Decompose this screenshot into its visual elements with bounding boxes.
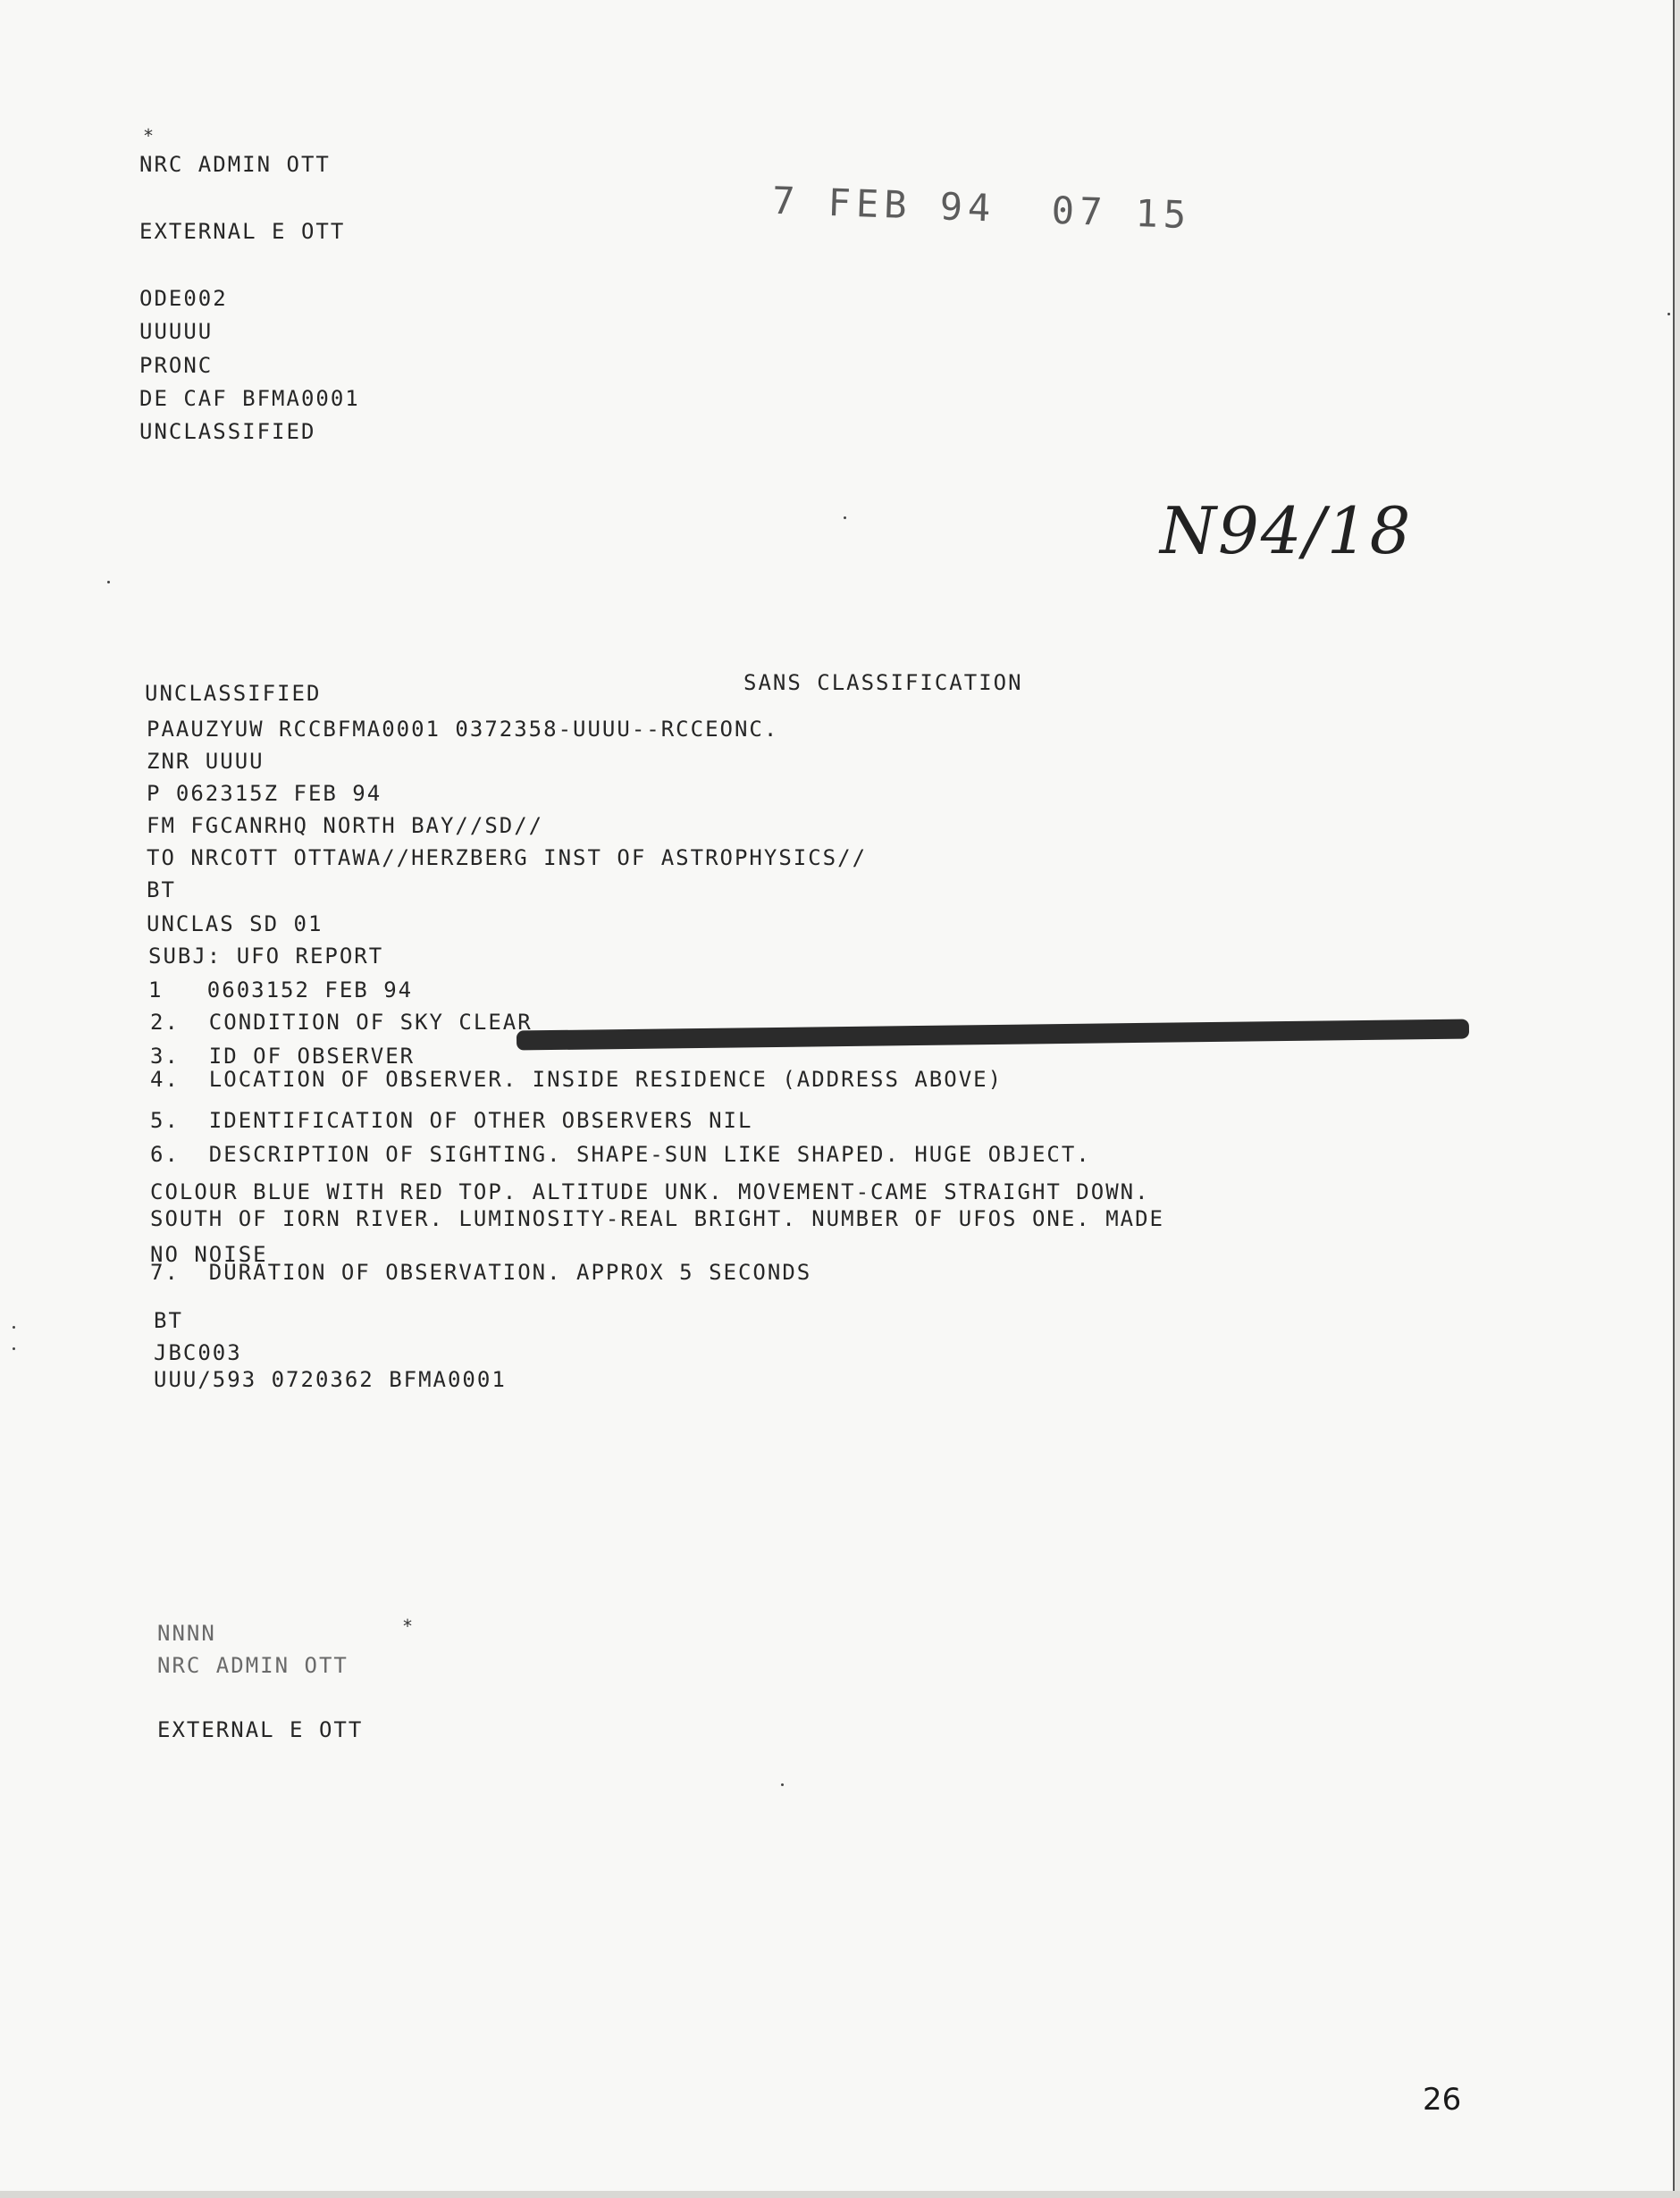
footer-asterisk: * <box>402 1615 414 1637</box>
message-line: 4. LOCATION OF OBSERVER. INSIDE RESIDENCE (ADDRESS ABOVE) <box>150 1067 1004 1092</box>
footer-line-external: EXTERNAL E OTT <box>157 1717 364 1742</box>
message-line: 1 0603152 FEB 94 <box>148 977 414 1003</box>
received-stamp: 7 FEB 94 07 15 <box>771 178 1193 238</box>
header-line-admin: NRC ADMIN OTT <box>139 152 331 177</box>
message-line: SOUTH OF IORN RIVER. LUMINOSITY-REAL BRIGHT. NUMBER OF UFOS ONE. MADE <box>150 1206 1164 1231</box>
scan-speck <box>844 516 846 519</box>
handwritten-file-reference: N94/18 <box>1160 493 1413 568</box>
message-line: P 062315Z FEB 94 <box>147 781 382 806</box>
message-line: FM FGCANRHQ NORTH BAY//SD// <box>147 813 544 838</box>
message-line: BT <box>154 1308 183 1333</box>
message-line: JBC003 <box>154 1340 242 1365</box>
message-line: PAAUZYUW RCCBFMA0001 0372358-UUUU--RCCEONC. <box>147 717 779 742</box>
message-line: SUBJ: UFO REPORT <box>148 944 384 969</box>
message-line: 5. IDENTIFICATION OF OTHER OBSERVERS NIL <box>150 1108 753 1133</box>
scan-speck <box>107 581 110 583</box>
redaction-bar <box>517 1019 1469 1050</box>
page-edge-bottom <box>0 2191 1680 2198</box>
message-line: TO NRCOTT OTTAWA//HERZBERG INST OF ASTROPHYSICS// <box>147 845 868 870</box>
header-asterisk: * <box>143 125 155 147</box>
classification-french: SANS CLASSIFICATION <box>743 670 1023 695</box>
message-line: 2. CONDITION OF SKY CLEAR <box>150 1010 533 1035</box>
message-line: 3. ID OF OBSERVER <box>150 1044 416 1069</box>
message-line: COLOUR BLUE WITH RED TOP. ALTITUDE UNK. MOVEMENT-CAME STRAIGHT DOWN. <box>150 1179 1150 1204</box>
page-edge-right <box>1673 0 1680 2198</box>
message-line: NO NOISE <box>150 1242 268 1267</box>
header-line-external: EXTERNAL E OTT <box>139 219 346 244</box>
message-line: UNCLAS SD 01 <box>147 911 323 936</box>
scan-speck <box>1667 313 1670 315</box>
message-line: 7. DURATION OF OBSERVATION. APPROX 5 SECONDS <box>150 1260 812 1285</box>
routing-line: UUUUU <box>139 319 214 344</box>
message-line: BT <box>147 877 176 902</box>
routing-line: ODE002 <box>139 286 228 311</box>
scan-speck <box>781 1783 784 1786</box>
classification-english: UNCLASSIFIED <box>145 681 322 706</box>
message-line: 6. DESCRIPTION OF SIGHTING. SHAPE-SUN LIKE SHAPED. HUGE OBJECT. <box>150 1142 1091 1167</box>
page-number: 26 <box>1423 2082 1462 2118</box>
scan-speck <box>13 1326 15 1329</box>
scan-speck <box>13 1347 15 1350</box>
routing-line: PRONC <box>139 353 214 378</box>
footer-line-admin: NRC ADMIN OTT <box>157 1653 349 1678</box>
message-line: ZNR UUUU <box>147 749 265 774</box>
routing-line: UNCLASSIFIED <box>139 419 316 444</box>
routing-line: DE CAF BFMA0001 <box>139 386 360 411</box>
footer-line-nnnn: NNNN <box>157 1621 216 1646</box>
message-line: UUU/593 0720362 BFMA0001 <box>154 1367 507 1392</box>
